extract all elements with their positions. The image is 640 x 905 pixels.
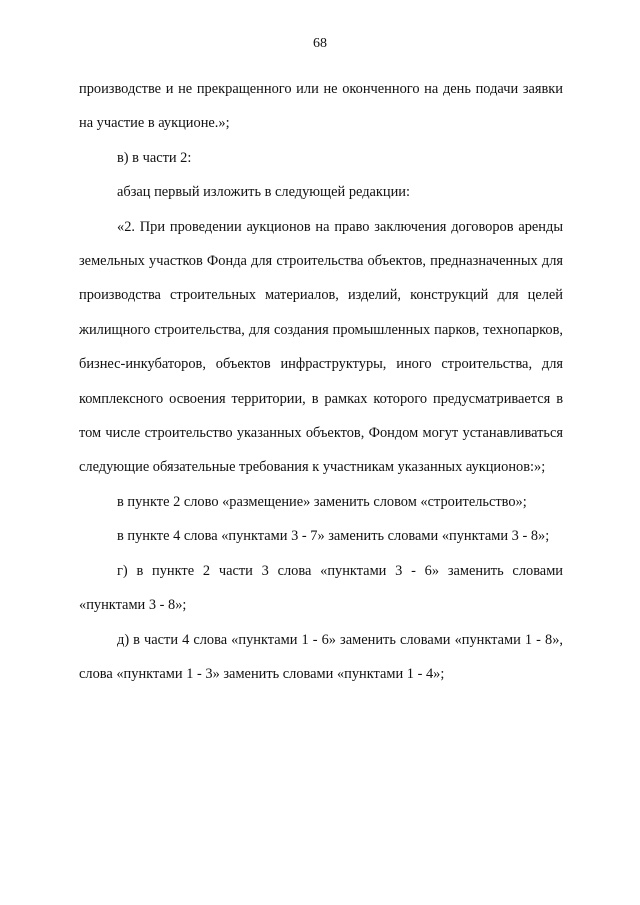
page-number: 68 (313, 36, 327, 51)
paragraph-first-subparagraph: абзац первый изложить в следующей редакции: (117, 184, 411, 201)
paragraph-point-4-change: в пункте 4 слова «пунктами 3 - 7» заменить словами «пунктами 3 - 8»; (117, 528, 550, 545)
paragraph-part-4-change: д) в части 4 слова «пунктами 1 - 6» заменить словами «пунктами 1 - 8», слова «пунктами 1 - 3» заменить словами «пунктами 1 - 4»; (79, 631, 563, 682)
paragraph-auction-requirements: «2. При проведении аукционов на право заключения договоров аренды земельных участков Фонда для строительства объектов, предназначенных для производства строительных материалов, изделий, конструкций для целей жилищного строительства, для создания промышленных парков, технопарков, бизнес-инкубаторов, объектов инфраструктуры, иного строительства, для комплексного освоения территории, в рамках которого предусматривается в том числе строительство указанных объектов, Фондом могут устанавливаться следующие обязательные требования к участникам указанных аукционов:»; (79, 218, 563, 476)
paragraph-part-2-heading: в) в части 2: (117, 149, 192, 166)
paragraph-part-3-change: г) в пункте 2 части 3 слова «пунктами 3 - 6» заменить словами «пунктами 3 - 8»; (79, 562, 563, 614)
paragraph-point-2-change: в пункте 2 слово «размещение» заменить словом «строительство»; (117, 493, 527, 510)
paragraph-continuation: производстве и не прекращенного или не оконченного на день подачи заявки на участие в аукционе.»; (79, 81, 563, 132)
document-body (79, 72, 563, 691)
